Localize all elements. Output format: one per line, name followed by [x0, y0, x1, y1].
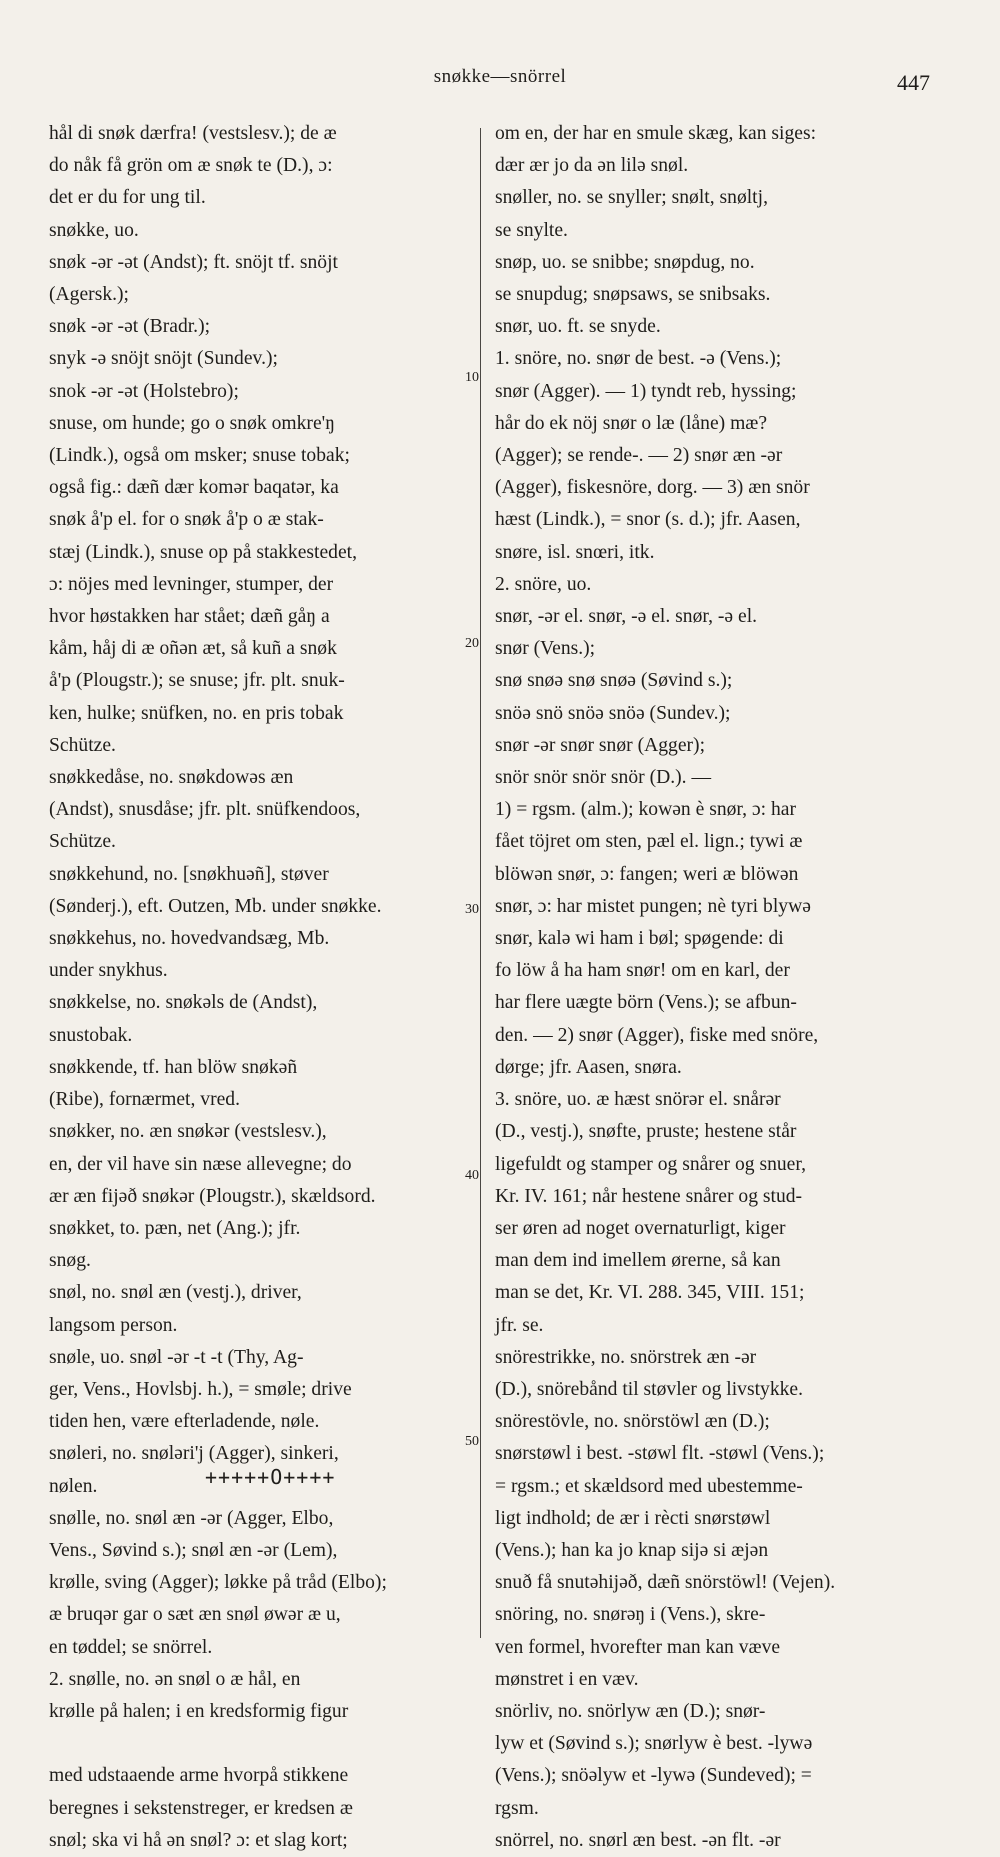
text-line: snøle, uo. snøl -ər -t -t (Thy, Ag- [49, 1346, 304, 1368]
text-line: snöə snö snöə snöə (Sundev.); [495, 702, 731, 724]
text-line: snøre, isl. snœri, itk. [495, 541, 655, 563]
text-line: snøkkende, tf. han blöw snøkəñ [49, 1056, 298, 1078]
text-line: snør (Vens.); [495, 638, 596, 660]
text-line: snør, ɔ: har mistet pungen; nè tyri blywə [495, 895, 811, 917]
text-line: snör snör snör snör (D.). — [495, 767, 712, 789]
text-line: ligefuldt og stamper og snårer og snuer, [495, 1153, 807, 1175]
text-line: beregnes i sekstenstreger, er kredsen æ [49, 1797, 353, 1819]
text-line: snør, kalə wi ham i bøl; spøgende: di [495, 928, 784, 950]
text-line: snuse, om hunde; go o snøk omkre'ŋ [49, 412, 335, 434]
text-line: snok -ər -ət (Holstebro); [49, 380, 239, 402]
text-line: snør (Agger). — 1) tyndt reb, hyssing; [495, 380, 797, 402]
text-line: snustobak. [49, 1024, 133, 1046]
text-line: med udstaaende arme hvorpå stikkene [49, 1765, 349, 1787]
text-line: lyw et (Søvind s.); snørlyw è best. -lywə [495, 1733, 813, 1755]
text-line: man se det, Kr. VI. 288. 345, VIII. 151; [495, 1282, 805, 1304]
text-line: (Agger), fiskesnöre, dorg. — 3) æn snör [495, 477, 810, 499]
text-line: hæst (Lindk.), = snor (s. d.); jfr. Aasen, [495, 509, 801, 531]
text-line: hår do ek nöj snør o læ (låne) mæ? [495, 412, 768, 434]
text-line: fået töjret om sten, pæl el. lign.; tywi æ [495, 831, 803, 853]
text-line: ɔ: nöjes med levninger, stumper, der [49, 573, 334, 595]
text-line: ger, Vens., Hovlsbj. h.), = smøle; drive [49, 1378, 352, 1400]
page-number: 447 [897, 70, 930, 95]
text-line: dær ær jo da ən lilə snøl. [495, 155, 689, 177]
text-line: snøkkehund, no. [snøkhuəñ], støver [49, 863, 329, 885]
text-line: snøp, uo. se snibbe; snøpdug, no. [495, 251, 755, 273]
text-line: kåm, håj di æ oñən æt, så kuñ a snøk [49, 638, 337, 660]
running-head: snøkke—snörrel [433, 66, 567, 87]
text-line: fo löw å ha ham snør! om en karl, der [495, 960, 790, 982]
text-line: snøkkedåse, no. snøkdowəs æn [49, 767, 294, 789]
text-line: = rgsm.; et skældsord med ubestemme- [495, 1475, 803, 1497]
text-line: snørstøwl i best. -støwl flt. -støwl (Vens.); [495, 1443, 825, 1465]
text-line: det er du for ung til. [49, 187, 206, 209]
text-line [49, 1728, 474, 1760]
text-line: snøg. [49, 1250, 91, 1272]
text-line: (Vens.); snöəlyw et -lywə (Sundeved); = [495, 1765, 812, 1787]
text-line: snøkket, to. pæn, net (Ang.); jfr. [49, 1217, 301, 1239]
text-line: ligt indhold; de ær i rècti snørstøwl [495, 1507, 771, 1529]
text-line: snörestrikke, no. snörstrek æn -ər [495, 1346, 757, 1368]
text-line: se snylte. [495, 219, 568, 241]
text-line: snøkker, no. æn snøkər (vestslesv.), [49, 1121, 327, 1143]
text-line: 2. snølle, no. ən snøl o æ hål, en [49, 1668, 301, 1690]
text-line: (Andst), snusdåse; jfr. plt. snüfkendoos, [49, 799, 361, 821]
text-line: Schütze. [49, 734, 116, 756]
text-line: snøkkelse, no. snøkəls de (Andst), [49, 992, 318, 1014]
text-line: snörrel, no. snørl æn best. -ən flt. -ər [495, 1829, 781, 1851]
text-line: æ bruqər gar o sæt æn snøl øwər æ u, [49, 1604, 341, 1626]
text-line: snyk -ə snöjt snöjt (Sundev.); [49, 348, 278, 370]
text-line: Vens., Søvind s.); snøl æn -ər (Lem), [49, 1539, 338, 1561]
text-line: jfr. se. [495, 1314, 544, 1336]
text-line: (D.), snörebånd til støvler og livstykke. [495, 1378, 804, 1400]
text-line: snøk -ər -ət (Andst); ft. snöjt tf. snöjt [49, 251, 338, 273]
text-line: man dem ind imellem ørerne, så kan [495, 1250, 781, 1272]
text-line: langsom person. [49, 1314, 178, 1336]
text-line: (Vens.); han ka jo knap sijə si æjən [495, 1539, 769, 1561]
text-line: snø snøə snø snøə (Søvind s.); [495, 670, 733, 692]
text-line: har flere uægte börn (Vens.); se afbun- [495, 992, 797, 1014]
text-line: snøl; ska vi hå ən snøl? ɔ: et slag kort; [49, 1829, 348, 1851]
text-line: en, der vil have sin næse allevegne; do [49, 1153, 352, 1175]
right-column [495, 118, 935, 1857]
column-divider [480, 128, 481, 1638]
text-line: snöring, no. snørəŋ i (Vens.), skre- [495, 1604, 766, 1626]
line-number: 40 [465, 1168, 479, 1183]
text-line: 3. snöre, uo. æ hæst snörər el. snårər [495, 1089, 781, 1111]
text-line: snølle, no. snøl æn -ər (Agger, Elbo, [49, 1507, 334, 1529]
text-line: snøl, no. snøl æn (vestj.), driver, [49, 1282, 302, 1304]
text-line: blöwən snør, ɔ: fangen; weri æ blöwən [495, 863, 799, 885]
text-line: om en, der har en smule skæg, kan siges: [495, 123, 817, 144]
text-line: under snykhus. [49, 960, 168, 982]
text-line: snøller, no. se snyller; snølt, snøltj, [495, 187, 768, 209]
text-line: (Sønderj.), eft. Outzen, Mb. under snøkke. [49, 895, 382, 917]
text-line: Schütze. [49, 831, 116, 853]
text-line: å'p (Plougstr.); se snuse; jfr. plt. snuk- [49, 670, 345, 692]
text-line: se snupdug; snøpsaws, se snibsaks. [495, 284, 771, 306]
text-line: hål di snøk dærfra! (vestslesv.); de æ [49, 123, 337, 144]
text-line: 2. snöre, uo. [495, 573, 592, 595]
text-line: hvor høstakken har stået; dæñ gåŋ a [49, 606, 330, 628]
line-number: 30 [465, 902, 479, 917]
text-line: ven formel, hvorefter man kan væve [495, 1636, 781, 1658]
line-number: 50 [465, 1434, 479, 1449]
text-line: snør, -ər el. snør, -ə el. snør, -ə el. [495, 606, 758, 628]
text-line: nølen. [49, 1475, 98, 1497]
text-line: (Agersk.); [49, 284, 129, 306]
text-line: ken, hulke; snüfken, no. en pris tobak [49, 702, 344, 724]
line-number: 20 [465, 636, 479, 651]
text-line: snörliv, no. snörlyw æn (D.); snør- [495, 1700, 766, 1722]
text-line: (Lindk.), også om msker; snuse tobak; [49, 445, 350, 467]
text-line: Kr. IV. 161; når hestene snårer og stud- [495, 1185, 803, 1207]
text-line: snøleri, no. snøləri'j (Agger), sinkeri, [49, 1443, 339, 1465]
text-line: også fig.: dæñ dær komər baqatər, ka [49, 477, 339, 499]
text-line: krølle, sving (Agger); løkke på tråd (Elbo); [49, 1572, 387, 1594]
text-line: (Ribe), fornærmet, vred. [49, 1089, 240, 1111]
text-line: snør, uo. ft. se snyde. [495, 316, 661, 338]
text-line: ær æn fijəð snøkər (Plougstr.), skældsord. [49, 1185, 376, 1207]
text-line: snøkke, uo. [49, 219, 139, 241]
text-line: 1) = rgsm. (alm.); kowən è snør, ɔ: har [495, 799, 797, 821]
text-line: tiden hen, være efterladende, nøle. [49, 1411, 320, 1433]
text-line: snøk å'p el. for o snøk å'p o æ stak- [49, 509, 324, 531]
left-column [49, 118, 474, 1857]
text-line: snøk -ər -ət (Bradr.); [49, 316, 211, 338]
text-line: stæj (Lindk.), snuse op på stakkestedet, [49, 541, 358, 563]
text-line: do nåk få grön om æ snøk te (D.), ɔ: [49, 155, 333, 177]
text-line: rgsm. [495, 1797, 539, 1819]
line-number: 10 [465, 370, 479, 385]
text-line: snør -ər snør snør (Agger); [495, 734, 706, 756]
text-line: den. — 2) snør (Agger), fiske med snöre, [495, 1024, 819, 1046]
kredsformig-figur: +++++O++++ [205, 1465, 336, 1489]
text-line: 1. snöre, no. snør de best. -ə (Vens.); [495, 348, 782, 370]
text-line: krølle på halen; i en kredsformig figur [49, 1700, 349, 1722]
text-line: snøkkehus, no. hovedvandsæg, Mb. [49, 928, 330, 950]
text-line: dørge; jfr. Aasen, snøra. [495, 1056, 682, 1078]
text-line: (Agger); se rende-. — 2) snør æn -ər [495, 445, 783, 467]
text-line: (D., vestj.), snøfte, pruste; hestene står [495, 1121, 797, 1143]
text-line: ser øren ad noget overnaturligt, kiger [495, 1217, 786, 1239]
text-line: mønstret i en væv. [495, 1668, 639, 1690]
text-line: snuð få snutəhijəð, dæñ snörstöwl! (Vejen). [495, 1572, 836, 1594]
text-line: en tøddel; se snörrel. [49, 1636, 213, 1658]
text-line: snörestövle, no. snörstöwl æn (D.); [495, 1411, 770, 1433]
